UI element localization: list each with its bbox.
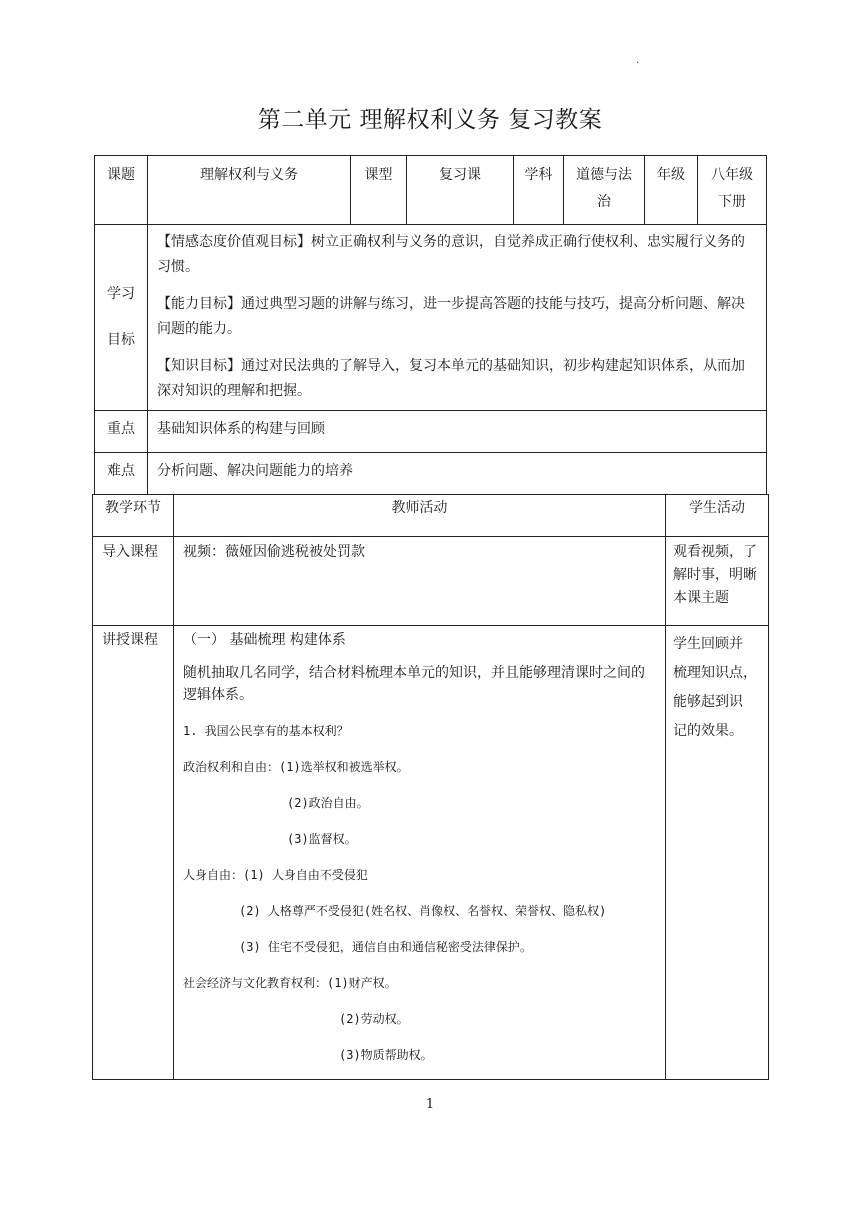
page-title: 第二单元 理解权利义务 复习教案 <box>257 107 603 133</box>
header-teacher <box>174 495 666 537</box>
info-row-difficulty <box>95 453 767 495</box>
info-row-key <box>95 411 767 453</box>
header-teacher-text: 教师活动 <box>391 500 448 516</box>
personal-freedom-item: (3) 住宅不受侵犯，通信自由和通信秘密受法律保护。 <box>239 940 532 954</box>
lecture-student-line: 记的效果。 <box>673 723 743 739</box>
goal-ability: 【能力目标】通过典型习题的讲解与练习，进一步提高答题的技能与技巧，提高分析问题、解决问题的能力。 <box>157 296 745 337</box>
intro-student-line: 观看视频，了 <box>673 544 757 560</box>
info-row-header <box>95 156 767 225</box>
question-text: 1. 我国公民享有的基本权利？ <box>183 724 349 738</box>
info-row-goals <box>95 225 767 411</box>
social-rights-item: (3)物质帮助权。 <box>339 1048 433 1062</box>
course-value: 理解权利与义务 <box>148 156 351 225</box>
intro-row <box>93 537 769 626</box>
difficulty-label: 难点 <box>95 453 148 495</box>
header-student-text: 学生活动 <box>689 500 745 516</box>
intro-student-line: 本课主题 <box>673 590 729 606</box>
lecture-student-line: 能够起到识 <box>673 694 743 710</box>
goal-knowledge: 【知识目标】通过对民法典的了解导入，复习本单元的基础知识，初步构建起知识体系，从而加深对知识的理解和把握。 <box>157 358 745 399</box>
lecture-student <box>666 626 769 1080</box>
header-stage-text: 教学环节 <box>105 500 161 516</box>
goals-label <box>95 225 148 411</box>
lecture-intro-text: 随机抽取几名同学，结合材料梳理本单元的知识，并且能够理清课时之间的逻辑体系。 <box>183 665 645 703</box>
personal-freedom-heading: 人身自由：(1) 人身自由不受侵犯 <box>183 868 368 882</box>
lecture-teacher <box>174 626 666 1080</box>
political-rights-item: (3)监督权。 <box>287 832 357 846</box>
social-rights-heading: 社会经济与文化教育权利：(1)财产权。 <box>183 976 397 990</box>
goals-content <box>148 225 767 411</box>
grade-label: 年级 <box>645 156 698 225</box>
political-rights-heading: 政治权利和自由：(1)选举权和被选举权。 <box>183 760 409 774</box>
grade-value-line1: 八年级 <box>711 167 753 183</box>
intro-student <box>666 537 769 626</box>
lecture-student-line: 学生回顾并 <box>673 636 743 652</box>
process-header-row <box>93 495 769 537</box>
grade-value <box>698 156 767 225</box>
social-rights-item: (2)劳动权。 <box>339 1012 409 1026</box>
section-title: （一） 基础梳理 构建体系 <box>183 632 346 648</box>
header-student <box>666 495 769 537</box>
subject-label: 学科 <box>514 156 564 225</box>
page-number: 1 <box>425 1097 435 1112</box>
political-rights-item: (2)政治自由。 <box>287 796 369 810</box>
subject-value-line2: 治 <box>597 194 611 210</box>
intro-student-line: 解时事，明晰 <box>673 567 757 583</box>
key-label: 重点 <box>95 411 148 453</box>
lesson-info-table <box>94 155 767 495</box>
intro-stage: 导入课程 <box>93 537 174 626</box>
type-label: 课型 <box>351 156 407 225</box>
goals-label-line2: 目标 <box>107 332 135 348</box>
type-value: 复习课 <box>407 156 514 225</box>
lecture-row <box>93 626 769 1080</box>
course-label: 课题 <box>95 156 148 225</box>
header-stage <box>93 495 174 537</box>
page-dot: · <box>636 58 640 69</box>
lecture-stage: 讲授课程 <box>93 626 174 1080</box>
lecture-student-line: 梳理知识点， <box>673 665 757 681</box>
difficulty-value: 分析问题、解决问题能力的培养 <box>148 453 767 495</box>
subject-value <box>564 156 645 225</box>
teaching-process-table <box>92 494 769 1080</box>
grade-value-line2: 下册 <box>718 194 746 210</box>
goal-emotion: 【情感态度价值观目标】树立正确权利与义务的意识，自觉养成正确行使权利、忠实履行义务的习惯。 <box>157 234 745 275</box>
goals-label-line1: 学习 <box>107 286 135 302</box>
subject-value-line1: 道德与法 <box>576 167 632 183</box>
key-value: 基础知识体系的构建与回顾 <box>148 411 767 453</box>
personal-freedom-item: (2) 人格尊严不受侵犯(姓名权、肖像权、名誉权、荣誉权、隐私权) <box>239 904 607 918</box>
intro-teacher: 视频：薇娅因偷逃税被处罚款 <box>174 537 666 626</box>
